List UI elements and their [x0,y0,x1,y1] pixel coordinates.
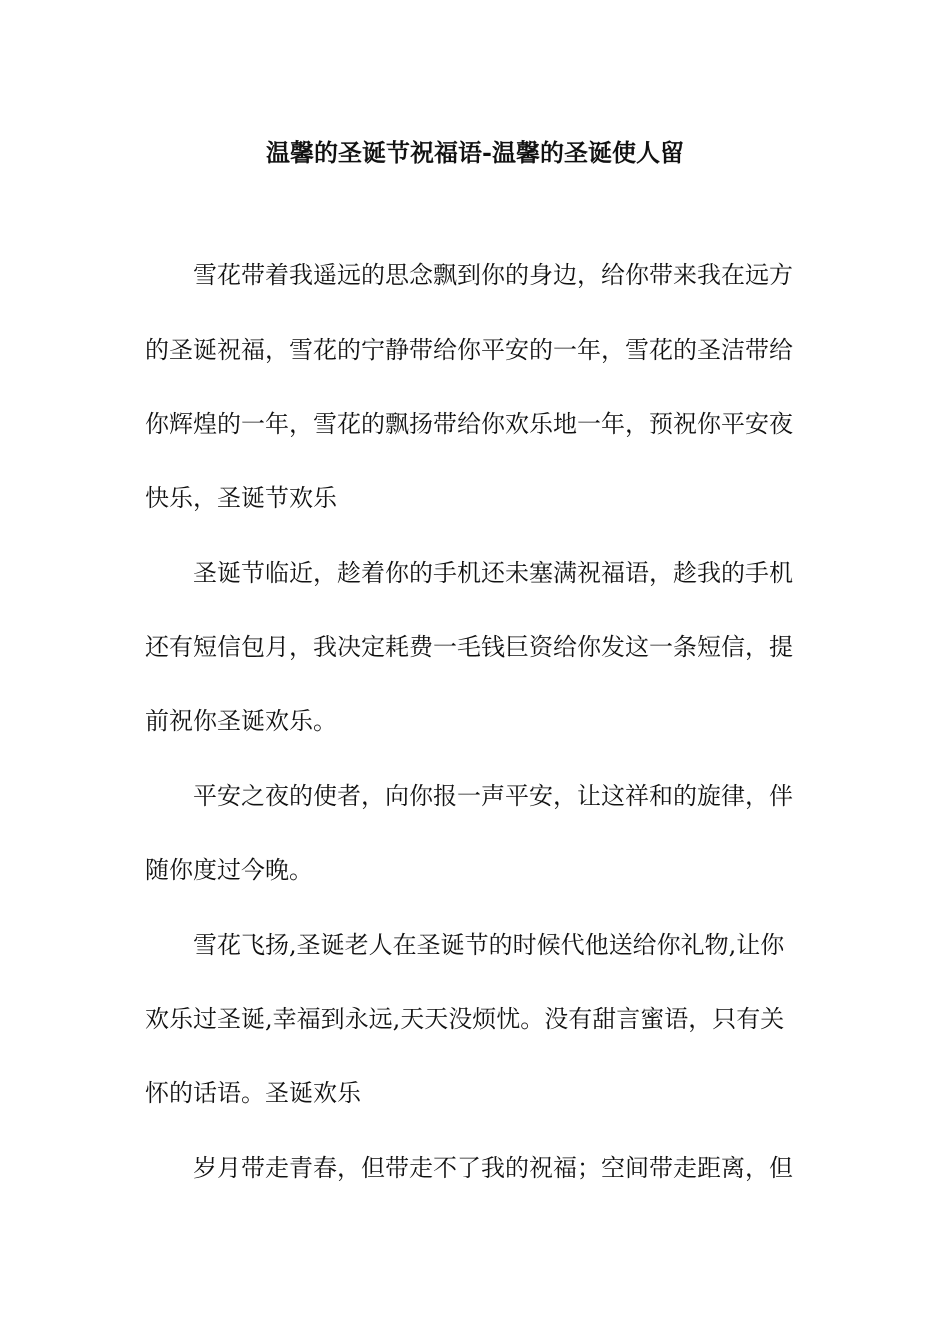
paragraph-4-line-2: 欢乐过圣诞,幸福到永远,天天没烦忧。没有甜言蜜语，只有关 [145,1005,785,1033]
paragraph-1-line-4: 快乐，圣诞节欢乐 [145,484,337,512]
paragraph-4-line-3: 怀的话语。圣诞欢乐 [145,1079,361,1107]
paragraph-4-line-1: 雪花飞扬,圣诞老人在圣诞节的时候代他送给你礼物,让你 [193,931,785,959]
paragraph-1-line-2: 的圣诞祝福，雪花的宁静带给你平安的一年，雪花的圣洁带给 [145,336,793,364]
paragraph-5-line-1: 岁月带走青春，但带走不了我的祝福；空间带走距离，但 [193,1154,793,1182]
paragraph-1-line-3: 你辉煌的一年，雪花的飘扬带给你欢乐地一年，预祝你平安夜 [145,410,793,438]
paragraph-3-line-2: 随你度过今晚。 [145,856,313,884]
paragraph-2-line-3: 前祝你圣诞欢乐。 [145,707,337,735]
document-title: 温馨的圣诞节祝福语-温馨的圣诞使人留 [266,138,684,167]
paragraph-2-line-2: 还有短信包月，我决定耗费一毛钱巨资给你发这一条短信，提 [145,633,793,661]
paragraph-1-line-1: 雪花带着我遥远的思念飘到你的身边，给你带来我在远方 [193,261,793,289]
paragraph-3-line-1: 平安之夜的使者，向你报一声平安，让这祥和的旋律，伴 [193,782,793,810]
paragraph-2-line-1: 圣诞节临近，趁着你的手机还未塞满祝福语，趁我的手机 [193,559,793,587]
